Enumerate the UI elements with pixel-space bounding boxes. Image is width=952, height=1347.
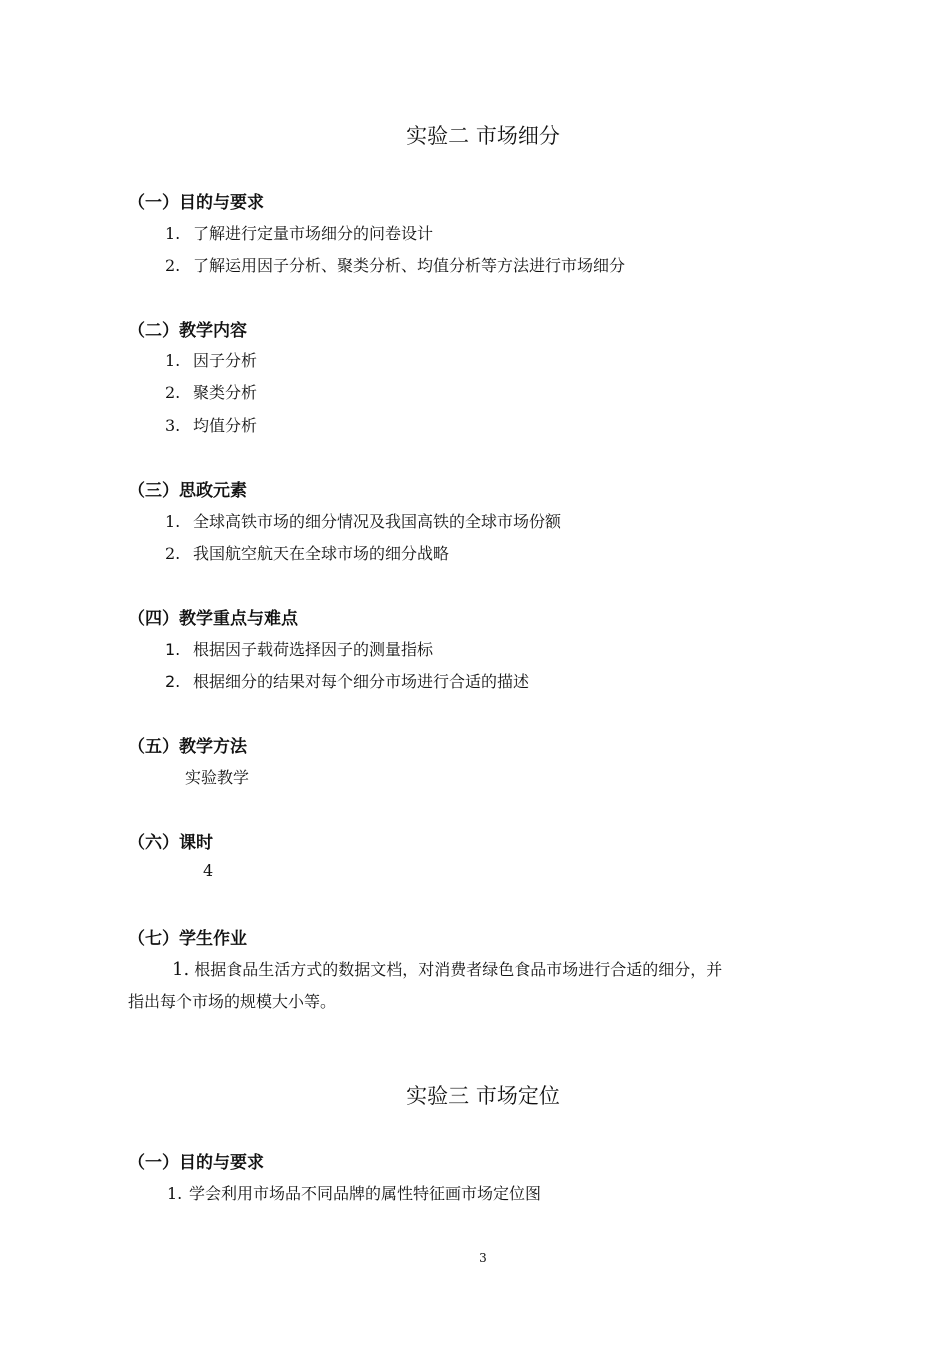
list-item [167,1181,541,1204]
item-number: 1. [165,351,181,370]
list-item [165,637,433,660]
item-number: 2. [165,256,181,275]
method-text: 实验教学 [185,768,250,787]
item-text: 均值分析 [193,416,258,435]
item-text: 因子分析 [193,351,258,370]
homework-text: 根据食品生活方式的数据文档，对消费者绿色食品市场进行合适的细分，并 [194,960,723,979]
list-item [165,413,257,436]
section-heading: （七）学生作业 [128,929,247,949]
homework-number: 1. [172,959,190,980]
item-text: 学会利用市场品不同品牌的属性特征画市场定位图 [189,1184,542,1203]
item-text: 全球高铁市场的细分情况及我国高铁的全球市场份额 [193,512,562,531]
section-heading: （四）教学重点与难点 [128,609,298,629]
list-item [165,253,625,276]
section-heading: （三）思政元素 [128,481,247,501]
item-number: 3. [165,416,181,435]
section-title: 实验二 市场细分 [406,124,560,148]
section-heading: （二）教学内容 [128,321,247,341]
list-item [165,509,561,532]
item-text: 根据因子载荷选择因子的测量指标 [193,640,434,659]
item-text: 了解进行定量市场细分的问卷设计 [193,224,434,243]
section-heading: （五）教学方法 [128,737,247,757]
list-item [165,348,257,371]
page-number: 3 [479,1251,487,1265]
item-number: 1. [167,1184,183,1203]
list-item [165,541,449,564]
homework-line-continued: 指出每个市场的规模大小等。 [128,992,337,1011]
item-number: 1. [165,512,181,531]
item-text: 根据细分的结果对每个细分市场进行合适的描述 [193,672,530,691]
list-item [165,380,257,403]
item-number: 2. [165,383,181,402]
section-title: 实验三 市场定位 [406,1084,560,1108]
list-item [165,221,433,244]
hours-value: 4 [203,861,214,880]
item-number: 1. [165,640,181,659]
item-text: 了解运用因子分析、聚类分析、均值分析等方法进行市场细分 [193,256,626,275]
item-text: 我国航空航天在全球市场的细分战略 [193,544,450,563]
section-heading: （一）目的与要求 [128,1153,264,1173]
item-number: 2. [165,672,181,691]
list-item [165,669,529,692]
homework-line [172,957,722,980]
item-number: 1. [165,224,181,243]
item-text: 聚类分析 [193,383,258,402]
section-heading: （六）课时 [128,833,213,853]
section-heading: （一）目的与要求 [128,193,264,213]
item-number: 2. [165,544,181,563]
